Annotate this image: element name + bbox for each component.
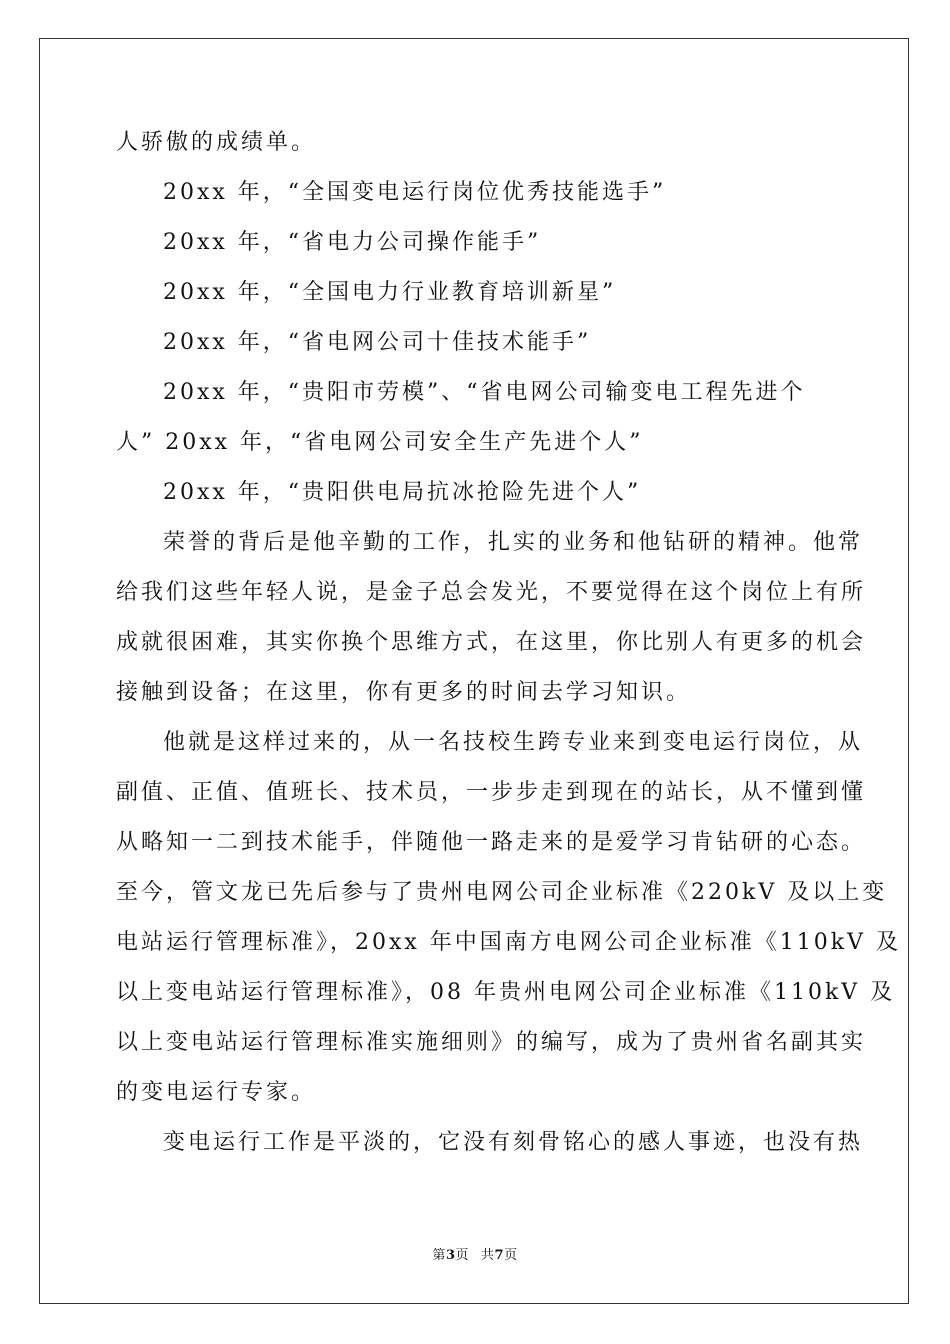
page-footer [0,1244,950,1263]
paragraph-line: 以上变电站运行管理标准实施细则》的编写，成为了贵州省名副其实 [116,1030,867,1055]
paragraph-line: 给我们这些年轻人说，是金子总会发光，不要觉得在这个岗位上有所 [116,580,867,605]
paragraph-line: 的变电运行专家。 [116,1080,317,1105]
paragraph-line: 变电运行工作是平淡的，它没有刻骨铭心的感人事迹，也没有热 [163,1130,864,1155]
honor-line: 20xx 年，“省电网公司十佳技术能手” [163,330,592,355]
paragraph-line: 他就是这样过来的，从一名技校生跨专业来到变电运行岗位，从 [163,730,864,755]
total-suffix: 页 [504,1248,518,1263]
paragraph-line: 从略知一二到技术能手，伴随他一路走来的是爱学习肯钻研的心态。 [116,830,867,855]
page-prefix: 第 [432,1248,446,1263]
paragraph-line: 接触到设备；在这里，你有更多的时间去学习知识。 [116,680,692,705]
paragraph-line: 至今，管文龙已先后参与了贵州电网公司企业标准《220kV 及以上变 [116,880,888,905]
page-suffix: 页 [455,1248,469,1263]
paragraph-line: 电站运行管理标准》，20xx 年中国南方电网公司企业标准《110kV 及 [116,930,902,955]
paragraph-line: 副值、正值、值班长、技术员，一步步走到现在的站长，从不懂到懂 [116,780,867,805]
honor-line: 20xx 年，“全国变电运行岗位优秀技能选手” [163,180,667,205]
honor-line: 人” 20xx 年，“省电网公司安全生产先进个人” [116,430,644,455]
total-page-number: 7 [494,1248,505,1263]
paragraph-line: 成就很困难，其实你换个思维方式，在这里，你比别人有更多的机会 [116,630,867,655]
paragraph-line: 以上变电站运行管理标准》，08 年贵州电网公司企业标准《110kV 及 [116,980,896,1005]
total-prefix: 共 [481,1248,495,1263]
paragraph-line: 荣誉的背后是他辛勤的工作，扎实的业务和他钻研的精神。他常 [163,530,864,555]
text-line: 人骄傲的成绩单。 [116,130,317,155]
honor-line: 20xx 年，“贵阳供电局抗冰抢险先进个人” [163,480,642,505]
honor-line: 20xx 年，“贵阳市劳模”、“省电网公司输变电工程先进个 [163,380,806,405]
current-page-number: 3 [445,1248,456,1263]
honor-line: 20xx 年，“全国电力行业教育培训新星” [163,280,617,305]
honor-line: 20xx 年，“省电力公司操作能手” [163,230,542,255]
